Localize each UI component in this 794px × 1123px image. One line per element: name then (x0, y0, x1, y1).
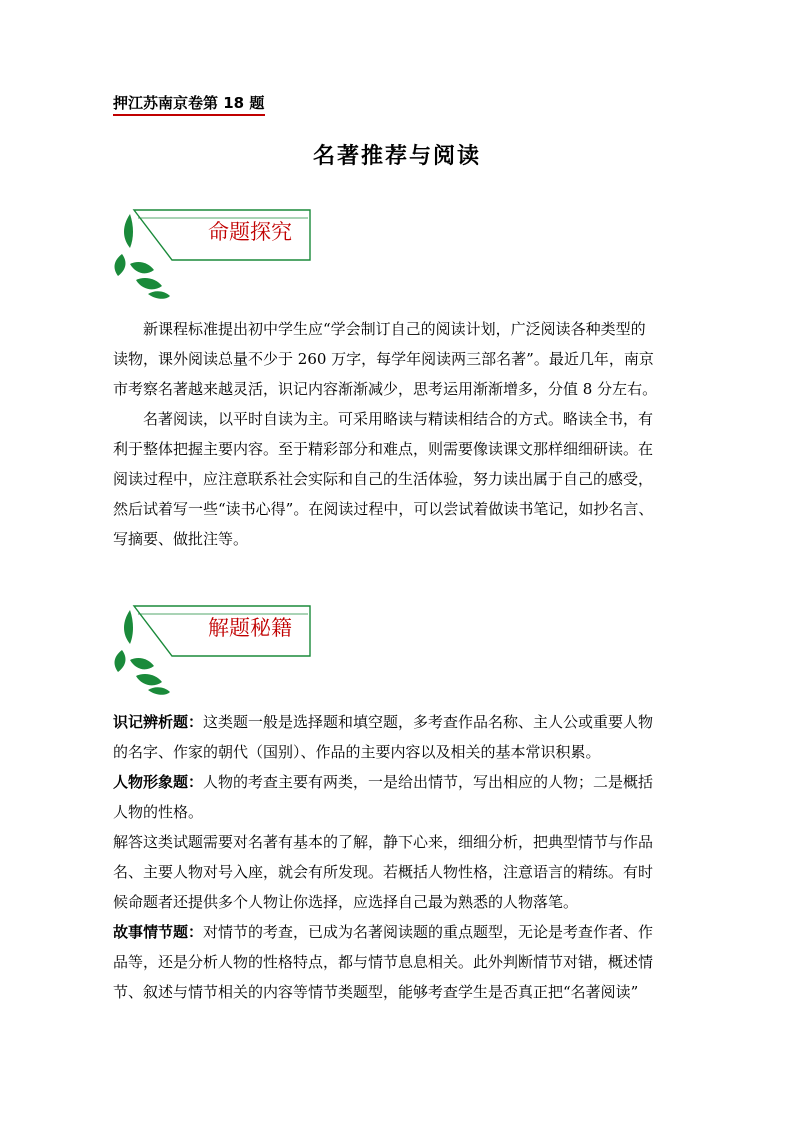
question-type-label: 人物形象题： (113, 773, 204, 791)
text-line-rest: 对情节的考查，已成为名著阅读题的重点题型，无论是考查作者、作 (203, 923, 654, 941)
text-line: 名著阅读，以平时自读为主。可采用略读与精读相结合的方式。略读全书，有 (143, 410, 654, 428)
text-line: 名、主要人物对号入座，就会有所发现。若概括人物性格，注意语言的精练。有时 (113, 863, 654, 881)
text-line-rest: 这类题一般是选择题和填空题，多考查作品名称、主人公或重要人物 (203, 713, 654, 731)
section-heading-1: 命题探究 (208, 220, 292, 244)
text-line: 然后试着写一些“读书心得”。在阅读过程中，可以尝试着做读书笔记，如抄名言、 (113, 500, 654, 518)
text-line: 的名字、作家的朝代（国别）、作品的主要内容以及相关的基本常识积累。 (113, 743, 601, 761)
section1-paragraph-1 (113, 314, 688, 404)
header-underline (113, 114, 265, 116)
header-tag: 押江苏南京卷第 18 题 (113, 94, 265, 112)
text-line: 利于整体把握主要内容。至于精彩部分和难点，则需要像读课文那样细细研读。在 (113, 440, 654, 458)
text-line: 品等，还是分析人物的性格特点，都与情节息息相关。此外判断情节对错，概述情 (113, 953, 654, 971)
section2-body (113, 707, 688, 1007)
text-line-rest: 人物的考查主要有两类，一是给出情节，写出相应的人物；二是概括 (203, 773, 654, 791)
question-type-label: 识记辨析题： (113, 713, 204, 731)
text-line: 市考察名著越来越灵活，识记内容渐渐减少，思考运用渐渐增多，分值 8 分左右。 (113, 380, 658, 398)
page-title: 名著推荐与阅读 (312, 144, 481, 169)
text-line (113, 767, 688, 797)
text-line: 写摘要、做批注等。 (113, 530, 249, 548)
text-line (113, 707, 688, 737)
section-heading-2: 解题秘籍 (208, 616, 292, 640)
text-line: 新课程标准提出初中学生应“学会制订自己的阅读计划，广泛阅读各种类型的 (143, 320, 646, 338)
text-line: 候命题者还提供多个人物让你选择，应选择自己最为熟悉的人物落笔。 (113, 893, 579, 911)
section-banner-2 (112, 600, 322, 700)
section-banner-1 (112, 204, 322, 304)
text-line: 节、叙述与情节相关的内容等情节类题型，能够考查学生是否真正把“名著阅读” (113, 983, 639, 1001)
text-line: 读物，课外阅读总量不少于 260 万字，每学年阅读两三部名著”。最近几年，南京 (113, 350, 654, 368)
section1-paragraph-2 (113, 404, 688, 554)
question-type-label: 故事情节题： (113, 923, 204, 941)
text-line: 解答这类试题需要对名著有基本的了解，静下心来，细细分析，把典型情节与作品 (113, 833, 654, 851)
text-line (113, 917, 688, 947)
text-line: 阅读过程中，应注意联系社会实际和自己的生活体验，努力读出属于自己的感受， (113, 470, 654, 488)
text-line: 人物的性格。 (113, 803, 204, 821)
